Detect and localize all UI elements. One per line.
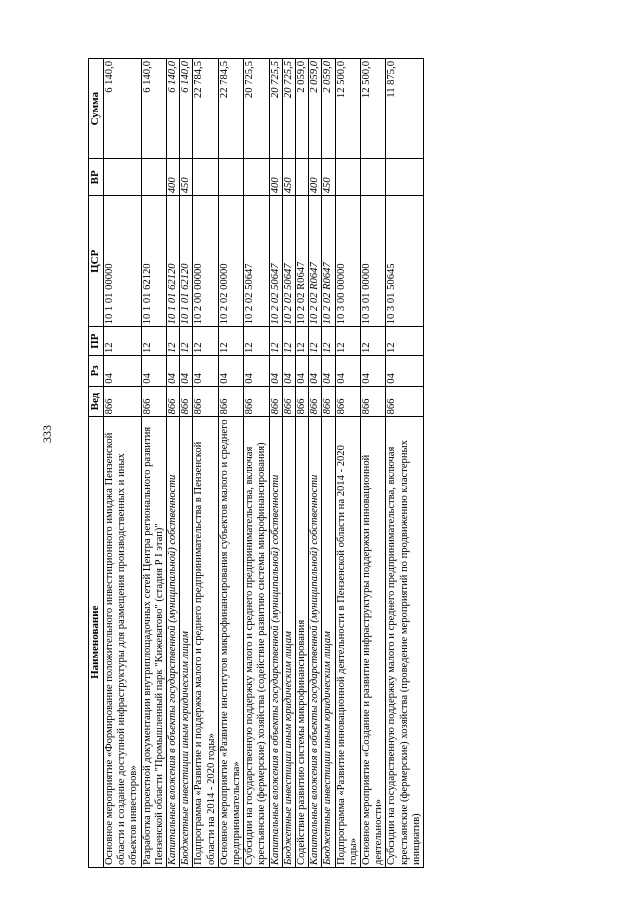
row-rz-cell: 04 [141,355,166,386]
table-row [180,59,193,868]
header-csr: ЦСР [89,196,104,327]
rotated-table-container [88,58,424,868]
row-vr-cell: 450 [322,159,335,196]
row-ved-cell: 866 [269,386,282,417]
row-csr-cell: 10 2 02 50647 [269,196,282,327]
row-pr-cell: 12 [335,327,360,356]
page-number: 333 [40,425,54,443]
table-body [104,59,424,868]
row-csr-cell: 10 2 02 50647 [282,196,295,327]
table-row [269,59,282,868]
header-pr: ПР [89,327,104,356]
row-sum-cell: 22 784,5 [218,59,243,159]
header-ved: Вед [89,386,104,417]
row-name-cell: Капитальные вложения в объекты государственной (муниципальной) собственности [167,417,180,868]
row-ved-cell: 866 [282,386,295,417]
table-row [218,59,243,868]
row-csr-cell: 10 3 01 50645 [386,196,424,327]
row-vr-cell [361,159,386,196]
row-csr-cell: 10 2 00 00000 [193,196,218,327]
row-ved-cell: 866 [335,386,360,417]
row-ved-cell: 866 [104,386,142,417]
table-row [193,59,218,868]
row-name-cell: Содействие развитию системы микрофинансирования [296,417,309,868]
row-ved-cell: 866 [141,386,166,417]
row-rz-cell: 04 [218,355,243,386]
row-rz-cell: 04 [361,355,386,386]
row-vr-cell [244,159,269,196]
row-rz-cell: 04 [386,355,424,386]
row-csr-cell: 10 2 02 R0647 [309,196,322,327]
row-sum-cell: 6 140,0 [167,59,180,159]
header-sum: Сумма [89,59,104,159]
row-sum-cell: 22 784,5 [193,59,218,159]
table-row [309,59,322,868]
row-pr-cell: 12 [296,327,309,356]
row-pr-cell: 12 [180,327,193,356]
row-name-cell: Разработка проектной документации внутриплощадочных сетей Центра регионального развития Пензенской области "Промышленный парк "Кижеватово" (стадия Р I этап)" [141,417,166,868]
row-sum-cell: 20 725,5 [269,59,282,159]
table-row [335,59,360,868]
row-pr-cell: 12 [282,327,295,356]
row-rz-cell: 04 [244,355,269,386]
row-csr-cell: 10 2 02 R0647 [296,196,309,327]
row-rz-cell: 04 [282,355,295,386]
row-vr-cell: 400 [269,159,282,196]
row-sum-cell: 2 059,0 [296,59,309,159]
row-vr-cell [386,159,424,196]
row-pr-cell: 12 [193,327,218,356]
row-ved-cell: 866 [296,386,309,417]
row-name-cell: Капитальные вложения в объекты государственной (муниципальной) собственности [269,417,282,868]
row-name-cell: Основное мероприятие «Развитие институтов микрофинансирования субъектов малого и среднего предпринимательства» [218,417,243,868]
row-sum-cell: 2 059,0 [322,59,335,159]
row-ved-cell: 866 [322,386,335,417]
row-csr-cell: 10 3 01 00000 [361,196,386,327]
row-csr-cell: 10 2 02 R0647 [322,196,335,327]
table-row [282,59,295,868]
row-sum-cell: 12 500,0 [335,59,360,159]
row-sum-cell: 6 140,0 [141,59,166,159]
row-name-cell: Бюджетные инвестиции иным юридическим лицам [322,417,335,868]
row-name-cell: Основное мероприятие «Формирование положительного инвестиционного имиджа Пензенской области и создание доступной инфраструктуры для размещения производственных и иных объектов инвесторов» [104,417,142,868]
row-sum-cell: 12 500,0 [361,59,386,159]
row-ved-cell: 866 [386,386,424,417]
row-vr-cell [193,159,218,196]
table-header-row [89,59,104,868]
row-pr-cell: 12 [386,327,424,356]
row-csr-cell: 10 2 02 50647 [244,196,269,327]
row-sum-cell: 6 140,0 [104,59,142,159]
row-ved-cell: 866 [244,386,269,417]
row-csr-cell: 10 1 01 00000 [104,196,142,327]
table-row [386,59,424,868]
row-name-cell: Подпрограмма «Развитие и поддержка малого и среднего предпринимательства в Пензенской области на 2014 - 2020 годы» [193,417,218,868]
row-csr-cell: 10 1 01 62120 [141,196,166,327]
row-rz-cell: 04 [180,355,193,386]
row-sum-cell: 11 875,0 [386,59,424,159]
table-row [322,59,335,868]
row-name-cell: Бюджетные инвестиции иным юридическим лицам [180,417,193,868]
row-pr-cell: 12 [269,327,282,356]
row-pr-cell: 12 [167,327,180,356]
row-sum-cell: 2 059,0 [309,59,322,159]
row-sum-cell: 6 140,0 [180,59,193,159]
table-row [141,59,166,868]
row-rz-cell: 04 [193,355,218,386]
row-vr-cell [335,159,360,196]
table-row [361,59,386,868]
row-vr-cell [141,159,166,196]
row-name-cell: Капитальные вложения в объекты государственной (муниципальной) собственности [309,417,322,868]
row-pr-cell: 12 [104,327,142,356]
row-vr-cell [218,159,243,196]
row-name-cell: Подпрограмма «Развитие инновационной деятельности в Пензенской области на 2014 - 2020 годы» [335,417,360,868]
row-pr-cell: 12 [141,327,166,356]
row-csr-cell: 10 2 02 00000 [218,196,243,327]
row-pr-cell: 12 [322,327,335,356]
row-csr-cell: 10 1 01 62120 [167,196,180,327]
row-rz-cell: 04 [322,355,335,386]
row-vr-cell [104,159,142,196]
row-vr-cell: 450 [282,159,295,196]
header-vr: ВР [89,159,104,196]
row-sum-cell: 20 725,5 [282,59,295,159]
row-vr-cell: 450 [180,159,193,196]
row-pr-cell: 12 [218,327,243,356]
row-rz-cell: 04 [167,355,180,386]
row-sum-cell: 20 725,5 [244,59,269,159]
table-row [167,59,180,868]
table-row [104,59,142,868]
row-vr-cell: 400 [309,159,322,196]
row-pr-cell: 12 [244,327,269,356]
row-ved-cell: 866 [218,386,243,417]
table-row [244,59,269,868]
row-rz-cell: 04 [269,355,282,386]
budget-table [88,58,424,868]
row-rz-cell: 04 [309,355,322,386]
row-vr-cell: 400 [167,159,180,196]
row-name-cell: Субсидии на государственную поддержку малого и среднего предпринимательства, включая крестьянские (фермерские) хозяйства (проведение мероприятий по продвижению кластерных инициатив) [386,417,424,868]
row-rz-cell: 04 [296,355,309,386]
row-ved-cell: 866 [180,386,193,417]
row-csr-cell: 10 3 00 00000 [335,196,360,327]
row-rz-cell: 04 [104,355,142,386]
header-name: Наименование [89,417,104,868]
row-csr-cell: 10 1 01 62120 [180,196,193,327]
row-ved-cell: 866 [361,386,386,417]
row-vr-cell [296,159,309,196]
row-pr-cell: 12 [309,327,322,356]
table-row [296,59,309,868]
row-pr-cell: 12 [361,327,386,356]
row-name-cell: Субсидии на государственную поддержку малого и среднего предпринимательства, включая крестьянские (фермерские) хозяйства (содействие развитию системы микрофинансирования) [244,417,269,868]
header-rz: Рз [89,355,104,386]
row-name-cell: Основное мероприятие «Создание и развитие инфраструктуры поддержки инновационной деятельности» [361,417,386,868]
row-name-cell: Бюджетные инвестиции иным юридическим лицам [282,417,295,868]
row-ved-cell: 866 [167,386,180,417]
row-rz-cell: 04 [335,355,360,386]
row-ved-cell: 866 [309,386,322,417]
row-ved-cell: 866 [193,386,218,417]
